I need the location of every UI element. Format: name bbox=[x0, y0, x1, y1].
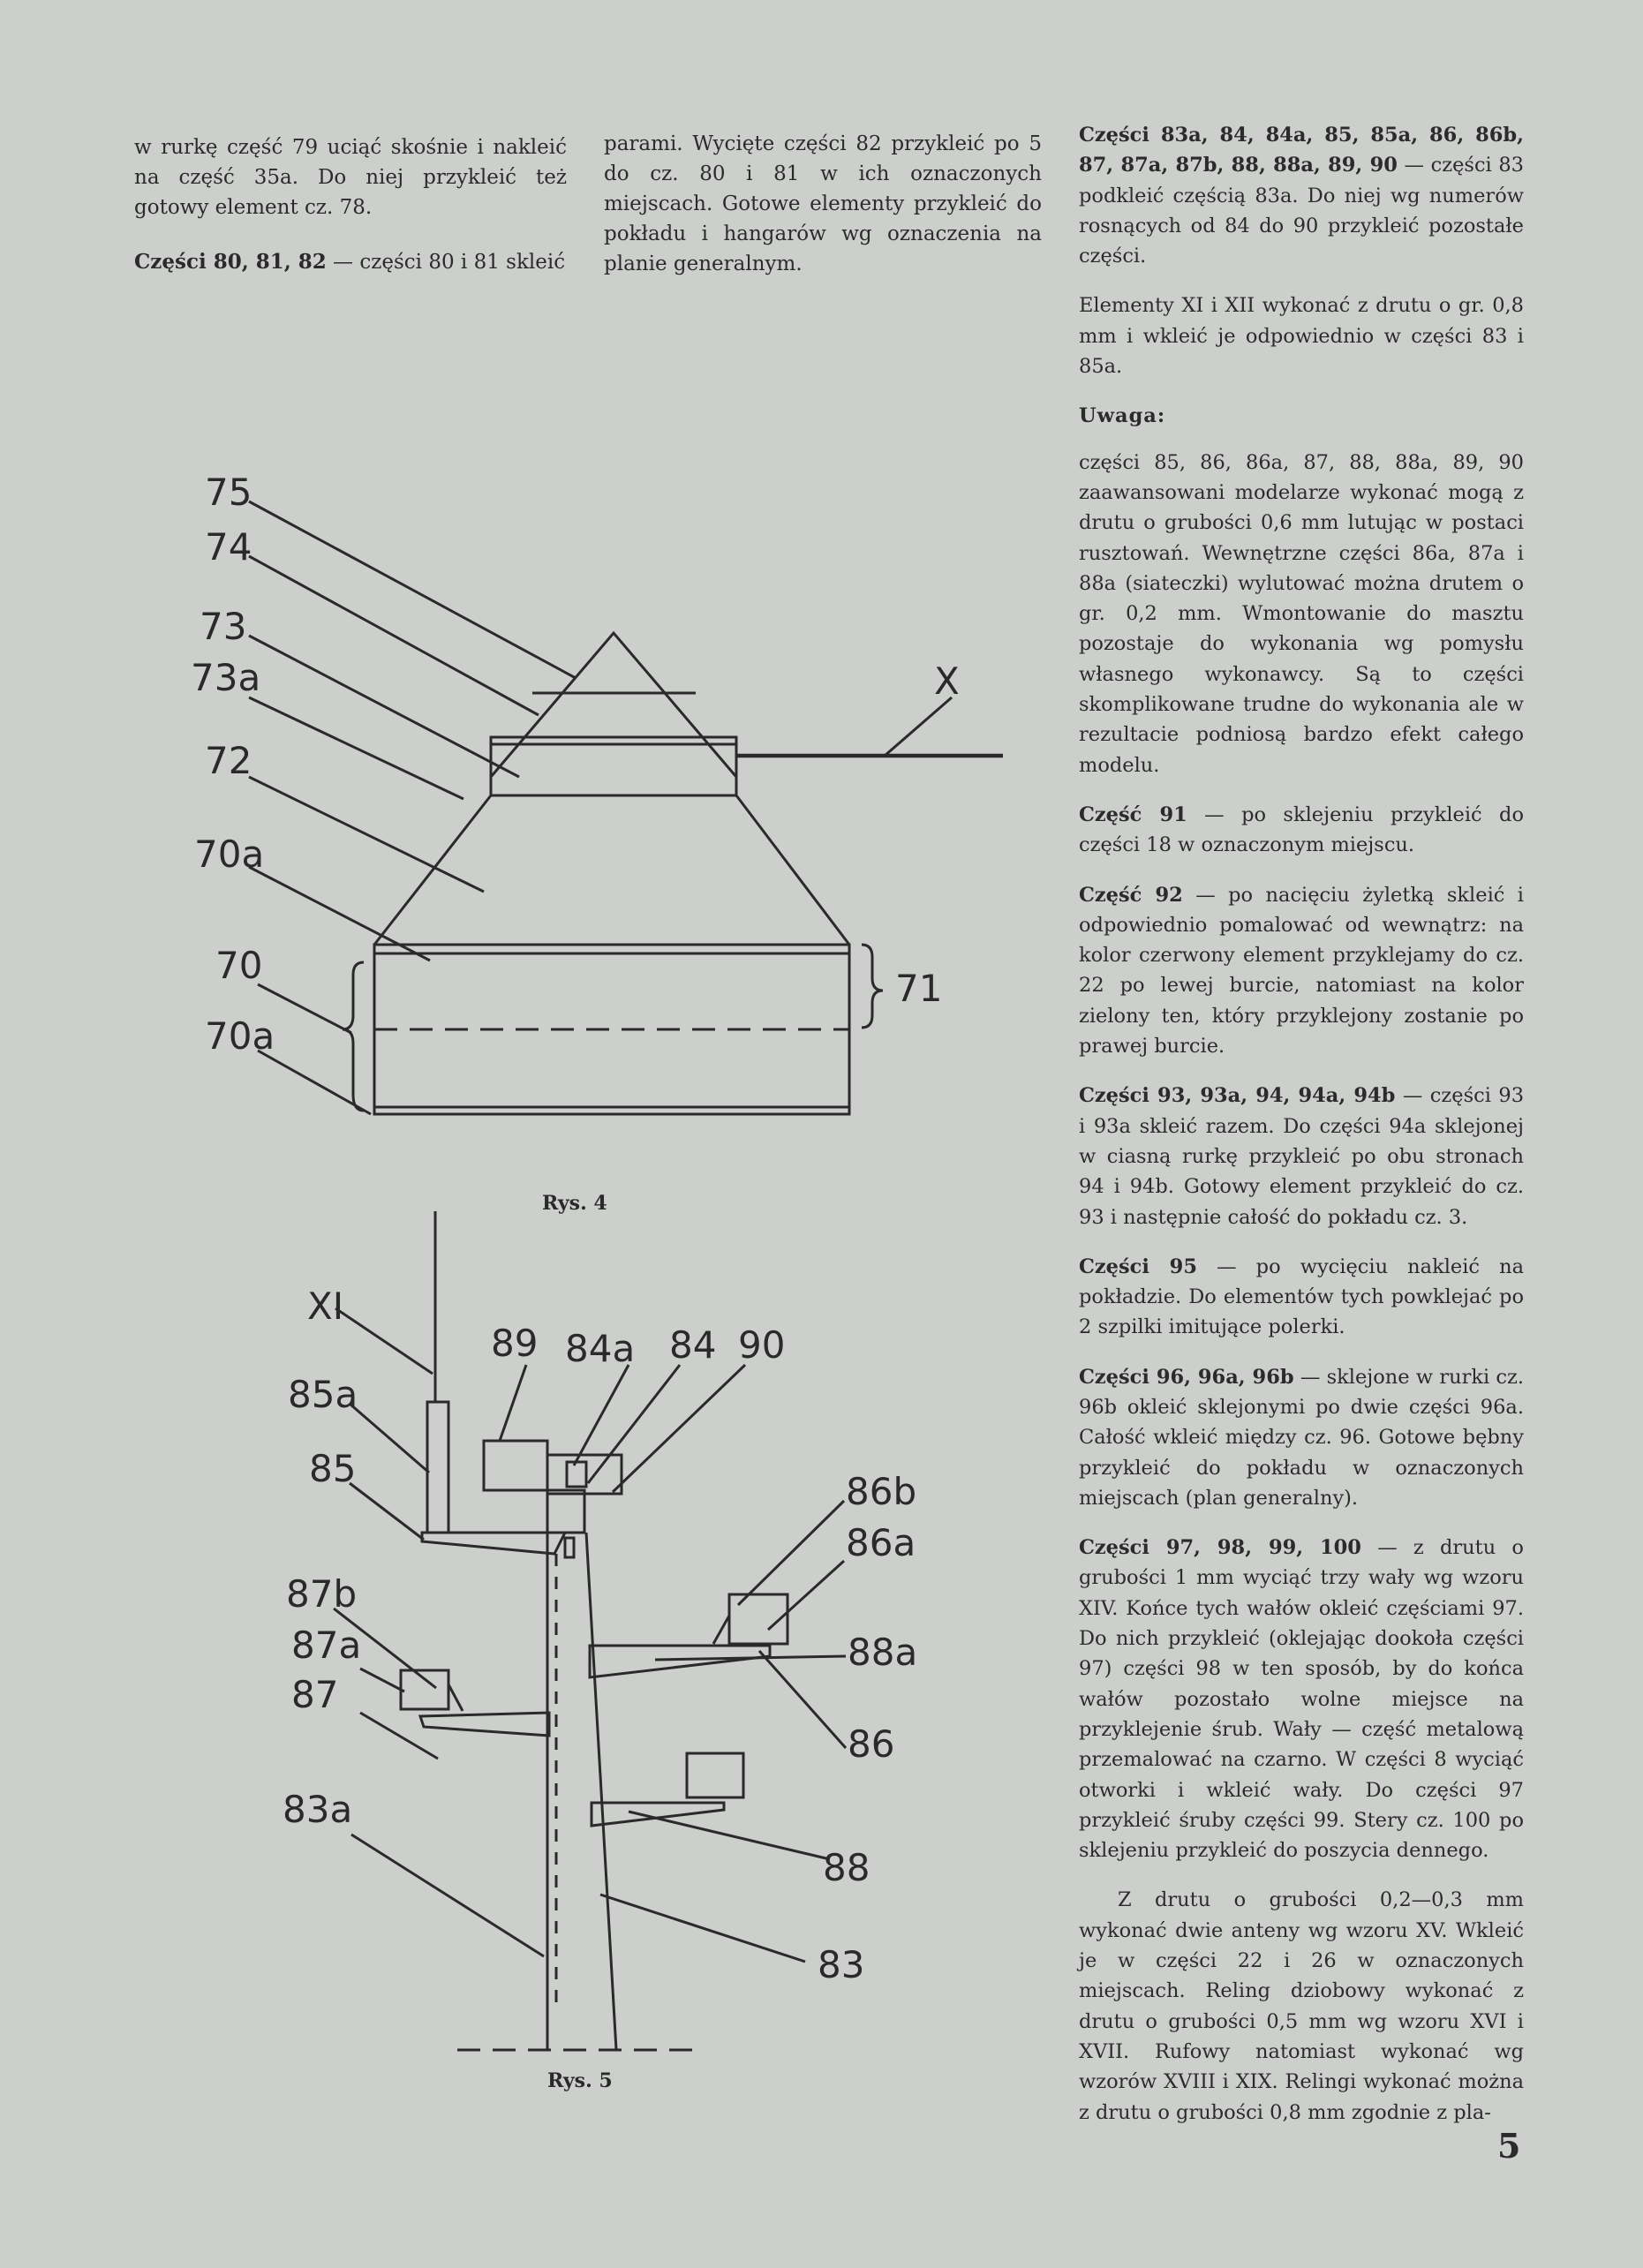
figure-caption-rys-5: Rys. 5 bbox=[547, 2069, 613, 2092]
leader-90 bbox=[613, 1365, 745, 1492]
label-83: 83 bbox=[818, 1943, 865, 1986]
label-86a: 86a bbox=[846, 1521, 916, 1564]
label-88a: 88a bbox=[848, 1631, 918, 1674]
leader-87a bbox=[360, 1669, 404, 1692]
paragraph-heading: Część 92 bbox=[1079, 883, 1183, 907]
paragraph-body: — części 83 podkleić częścią 83a. Do niej wg numerów rosnących od 84 do 90 przykleić pozostałe części. bbox=[1079, 154, 1524, 268]
paragraph-heading: Część 91 bbox=[1079, 802, 1187, 826]
leader-88a bbox=[655, 1656, 846, 1660]
label-x: X bbox=[934, 659, 960, 703]
part-73-band bbox=[491, 737, 736, 795]
paragraph-body: — części 93 i 93a skleić razem. Do części 94a sklejonej w ciasną rurkę przykleić po obu stronach 94 i 94b. Gotowy element przykleić do cz. 93 i następnie całość do pokładu cz. 3. bbox=[1079, 1084, 1525, 1229]
leader-83a bbox=[351, 1835, 544, 1956]
label-85: 85 bbox=[309, 1447, 357, 1490]
paragraph-continuation: parami. Wycięte części 82 przykleić po 5 do cz. 80 i 81 w ich oznaczonych miejscach. Gotowe elementy przykleić do pokładu i hangarów wg oznaczenia na planie generalnym. bbox=[604, 132, 1042, 275]
part-87b-strut bbox=[448, 1684, 463, 1711]
leader-85a bbox=[350, 1404, 429, 1473]
label-72: 72 bbox=[205, 739, 252, 782]
paragraph-heading: Części 95 bbox=[1079, 1255, 1197, 1278]
leader-x bbox=[885, 697, 952, 756]
part-85-platform bbox=[422, 1533, 565, 1554]
mast-right-edge bbox=[586, 1533, 616, 2050]
label-xi: XI bbox=[307, 1285, 344, 1328]
label-87: 87 bbox=[291, 1673, 339, 1716]
part-85a-post bbox=[427, 1402, 448, 1533]
paragraph-body: — po wycięciu nakleić na pokładzie. Do elementów tych powklejać po 2 szpilki imitujące polerki. bbox=[1079, 1255, 1524, 1339]
figure-rys-4 bbox=[191, 471, 1003, 1215]
note-heading: Uwaga: bbox=[1079, 404, 1166, 428]
leader-85 bbox=[350, 1483, 424, 1540]
label-88: 88 bbox=[823, 1846, 870, 1889]
label-70a-top: 70a bbox=[194, 833, 265, 876]
label-75: 75 bbox=[205, 471, 252, 514]
label-70a-bottom: 70a bbox=[205, 1014, 275, 1058]
paragraph-body: — po sklejeniu przykleić do części 18 w oznaczonym miejscu. bbox=[1079, 802, 1524, 857]
paragraph-heading: Części 80, 81, 82 bbox=[134, 250, 327, 274]
paragraph-antennas-railings: Z drutu o grubości 0,2—0,3 mm wykonać dwie anteny wg wzoru XV. Wkleić je w części 22 i 26 w oznaczonych miejscach. Reling dziobowy wykonać z drutu o grubości 0,5 mm wg wzoru XVI i XVII. Rufowy natomiast wykonać wg wzorów XVIII i XIX. Relingi wykonać można z drutu o grubości 0,8 mm zgodnie z pla- bbox=[1079, 1888, 1524, 2124]
leader-83 bbox=[600, 1895, 805, 1962]
label-86b: 86b bbox=[846, 1470, 917, 1513]
leader-84a bbox=[574, 1365, 629, 1466]
part-89-box bbox=[484, 1441, 547, 1490]
paragraph-body: — po nacięciu żyletką skleić i odpowiednio pomalować od wewnątrz: na kolor czerwony element przyklejamy do cz. 22 po lewej burcie, natomiast na kolor zielony ten, który przyklejony zostanie po prawej burcie. bbox=[1079, 883, 1524, 1059]
label-85a: 85a bbox=[288, 1373, 358, 1416]
mast-top-small-block bbox=[565, 1538, 574, 1557]
leader-72 bbox=[249, 777, 484, 892]
label-73: 73 bbox=[200, 605, 247, 648]
paragraph-body: — części 80 i 81 skleić bbox=[326, 251, 566, 274]
label-73a: 73a bbox=[191, 656, 261, 699]
mast-top-block bbox=[547, 1490, 584, 1533]
part-86-platform bbox=[590, 1646, 770, 1677]
trapezoid-left-edge bbox=[374, 795, 491, 945]
label-86: 86 bbox=[848, 1722, 895, 1766]
leader-73 bbox=[249, 636, 519, 777]
label-74: 74 bbox=[205, 525, 252, 569]
paragraph-elements-xi-xii: Elementy XI i XII wykonać z drutu o gr. 0,8 mm i wkleić je odpowiednio w części 83 i 85a. bbox=[1079, 294, 1524, 379]
paragraph-note: części 85, 86, 86a, 87, 88, 88a, 89, 90 zaawansowani modelarze wykonać mogą z drutu o grubości 0,6 mm lutując w postaci rusztowań. Wewnętrzne części 86a, 87a i 88a (siateczki) wylutować można drutem o gr. 0,2 mm. Wmontowanie do masztu pozostaje do wykonania wg pomysłu własnego wykonawcy. Są to części skomplikowane trudne do wykonania ale w rezultacie podniosą bardzo efekt całego modelu. bbox=[1079, 450, 1524, 777]
part-84a-box bbox=[567, 1462, 586, 1487]
trapezoid-right-edge bbox=[736, 795, 849, 945]
leader-86 bbox=[759, 1651, 846, 1748]
label-90: 90 bbox=[738, 1323, 786, 1367]
label-84a: 84a bbox=[565, 1327, 636, 1370]
part-87-platform bbox=[420, 1713, 549, 1736]
leader-84 bbox=[588, 1365, 680, 1483]
paragraph-heading: Części 96, 96a, 96b bbox=[1079, 1365, 1294, 1389]
leader-73a bbox=[249, 697, 464, 799]
label-70: 70 bbox=[215, 944, 263, 987]
page-number: 5 bbox=[1497, 2126, 1521, 2166]
figure-caption-rys-4: Rys. 4 bbox=[542, 1192, 607, 1215]
leader-89 bbox=[500, 1365, 526, 1441]
label-83a: 83a bbox=[283, 1788, 353, 1831]
part-86b-strut bbox=[713, 1616, 729, 1644]
left-brace bbox=[343, 962, 364, 1111]
right-brace bbox=[862, 945, 883, 1028]
figure-rys-5 bbox=[283, 1211, 917, 2092]
leader-75 bbox=[249, 501, 576, 678]
leader-87 bbox=[360, 1713, 438, 1759]
paragraph-body: — z drutu o grubości 1 mm wyciąć trzy wały wg wzoru XIV. Końce tych wałów okleić częściami 97. Do nich przykleić (oklejając dookoła części 97) części 98 w ten sposób, by do końca wałów pozostało wolne miejsce na przyklejenie śrub. Wały — część metalową przemalować na czarno. W części 8 wyciąć otworki i wkleić wały. Do części 97 przykleić śruby części 99. Stery cz. 100 po sklejeniu przykleić do poszycia dennego. bbox=[1079, 1536, 1524, 1863]
label-89: 89 bbox=[491, 1322, 539, 1365]
label-71: 71 bbox=[895, 967, 943, 1010]
top-pyramid-outline bbox=[491, 633, 736, 777]
part-88-box bbox=[687, 1753, 743, 1797]
part-88-platform bbox=[592, 1803, 724, 1826]
leader-70a-top bbox=[249, 867, 430, 961]
paragraph-1: w rurkę część 79 uciąć skośnie i nakleić na część 35a. Do niej przykleić też gotowy element cz. 78. bbox=[134, 136, 567, 219]
paragraph-heading: Części 93, 93a, 94, 94a, 94b bbox=[1079, 1084, 1396, 1108]
label-87a: 87a bbox=[291, 1624, 362, 1667]
leader-xi bbox=[335, 1308, 433, 1374]
paragraph-body: — sklejone w rurki cz. 96b okleić sklejonymi po dwie części 96a. Całość wkleić między cz. 96. Gotowe bębny przykleić do pokładu w oznaczonych miejscach (plan generalny). bbox=[1079, 1365, 1525, 1510]
paragraph-heading: Części 83a, 84, 84a, 85, 85a, 86, 86b, 87, 87a, 87b, 88, 88a, 89, 90 bbox=[1079, 124, 1524, 177]
leader-86b bbox=[738, 1501, 844, 1605]
part-87a-box bbox=[401, 1670, 448, 1709]
leader-88 bbox=[629, 1812, 830, 1859]
label-84: 84 bbox=[669, 1323, 717, 1367]
paragraph-heading: Części 97, 98, 99, 100 bbox=[1079, 1536, 1361, 1560]
label-87b: 87b bbox=[286, 1572, 358, 1616]
